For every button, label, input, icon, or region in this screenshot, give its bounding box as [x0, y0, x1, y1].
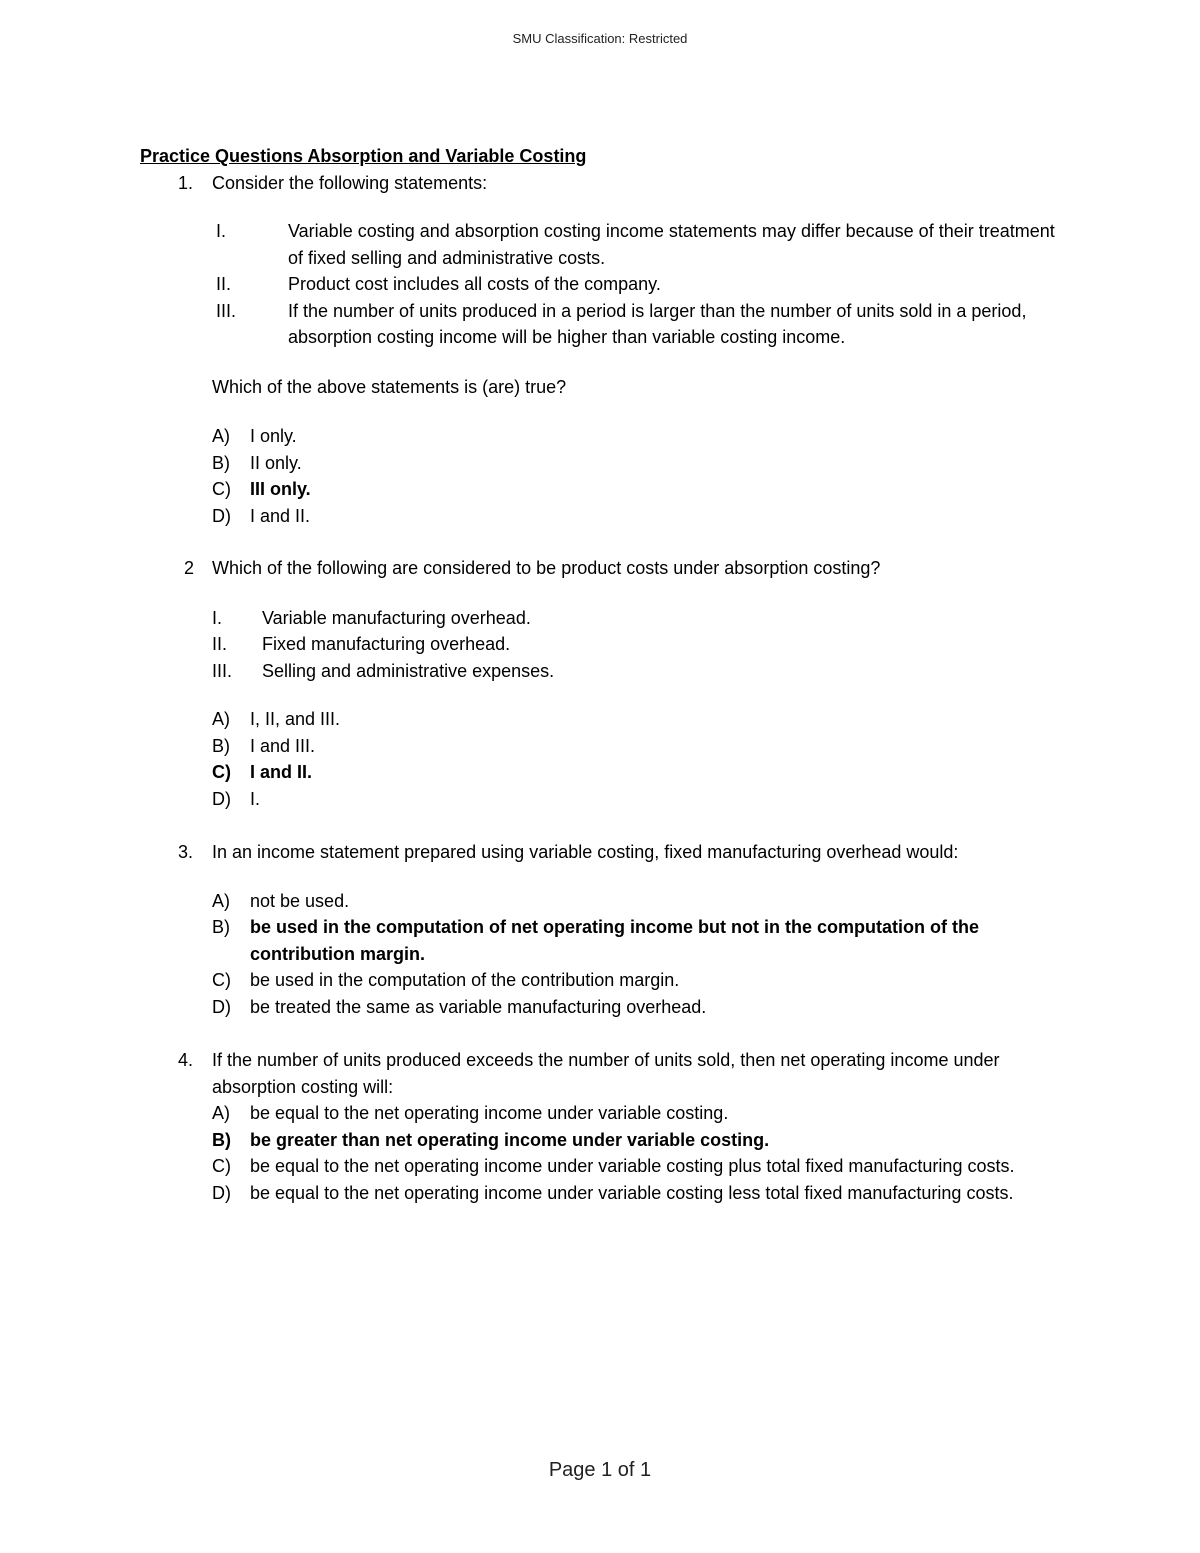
option-label: A)	[212, 426, 230, 446]
statement-label: II.	[216, 274, 232, 294]
option-label: C)	[212, 762, 231, 782]
option-label: B)	[212, 735, 230, 756]
option-text: I only.	[250, 426, 297, 446]
option-a	[140, 888, 1060, 915]
option-b	[140, 733, 1060, 760]
option-b	[140, 914, 1060, 967]
option-d	[140, 1180, 1060, 1207]
statement-label: III.	[212, 660, 233, 681]
option-text: II only.	[250, 452, 302, 473]
option-b	[140, 1127, 1060, 1154]
option-d	[140, 786, 1060, 813]
option-c	[140, 1153, 1060, 1180]
option-text: be used in the computation of the contribution margin.	[250, 970, 680, 990]
option-label: B)	[212, 1129, 231, 1150]
statement-item	[140, 218, 1060, 271]
page-footer: Page 1 of 1	[548, 1459, 652, 1481]
question-2	[140, 555, 1060, 582]
page-title: Practice Questions Absorption and Variable Costing	[140, 146, 587, 166]
option-label: D)	[212, 788, 231, 809]
question-number: 3.	[178, 842, 194, 862]
option-c	[140, 476, 1060, 503]
statement-text: Variable costing and absorption costing income statements may differ because of their treatment of fixed selling and administrative costs.	[288, 221, 1055, 268]
option-c	[140, 759, 1060, 786]
question-prompt: Which of the above statements is (are) true?	[212, 376, 567, 397]
option-label: A)	[212, 1103, 230, 1123]
question-number: 4.	[178, 1050, 194, 1070]
option-text: not be used.	[250, 890, 350, 911]
option-label: C)	[212, 479, 231, 499]
question-3	[140, 839, 1060, 866]
statement-label: I.	[212, 607, 223, 628]
option-label: C)	[212, 970, 231, 990]
statement-text: Product cost includes all costs of the company.	[288, 274, 661, 294]
question-1	[140, 170, 1060, 197]
question-text: Which of the following are considered to be product costs under absorption costing?	[212, 558, 881, 578]
option-a	[140, 1100, 1060, 1127]
option-label: B)	[212, 452, 230, 473]
question-number: 2	[184, 558, 195, 578]
question-4	[140, 1047, 1060, 1100]
option-b	[140, 450, 1060, 477]
statement-item	[140, 271, 1060, 298]
option-label: D)	[212, 505, 231, 526]
statement-item	[140, 298, 1060, 351]
statement-label: II.	[212, 634, 228, 654]
option-d	[140, 994, 1060, 1021]
option-label: D)	[212, 996, 231, 1017]
option-text-answer: be used in the computation of net operating income but not in the computation of the contribution margin.	[250, 917, 979, 964]
option-text-answer: III only.	[250, 479, 311, 499]
option-d	[140, 503, 1060, 530]
option-c	[140, 967, 1060, 994]
option-text: be treated the same as variable manufacturing overhead.	[250, 996, 707, 1017]
statement-item	[140, 658, 1060, 685]
option-label: A)	[212, 890, 230, 911]
option-a	[140, 706, 1060, 733]
statement-text: Fixed manufacturing overhead.	[262, 634, 511, 654]
option-label: C)	[212, 1156, 231, 1176]
document-body	[140, 143, 1060, 1206]
option-text: be equal to the net operating income under variable costing less total fixed manufacturing costs.	[250, 1182, 1014, 1203]
option-text-answer: I and II.	[250, 762, 313, 782]
option-text-answer: be greater than net operating income under variable costing.	[250, 1129, 770, 1150]
option-text: be equal to the net operating income under variable costing.	[250, 1103, 729, 1123]
option-text: I and III.	[250, 735, 316, 756]
option-text: be equal to the net operating income under variable costing plus total fixed manufacturing costs.	[250, 1156, 1015, 1176]
option-label: B)	[212, 917, 230, 937]
statement-label: I.	[216, 221, 227, 241]
option-label: D)	[212, 1182, 231, 1203]
option-text: I and II.	[250, 505, 311, 526]
statement-text: Selling and administrative expenses.	[262, 660, 555, 681]
statement-label: III.	[216, 300, 237, 321]
question-number: 1.	[178, 172, 194, 193]
question-text: Consider the following statements:	[212, 172, 488, 193]
option-label: A)	[212, 709, 230, 729]
question-text: If the number of units produced exceeds the number of units sold, then net operating income under absorption costing will:	[212, 1050, 1000, 1097]
question-text: In an income statement prepared using variable costing, fixed manufacturing overhead would:	[212, 842, 959, 862]
option-text: I.	[250, 788, 261, 809]
statement-text: Variable manufacturing overhead.	[262, 607, 531, 628]
statement-text: If the number of units produced in a period is larger than the number of units sold in a period, absorption costing income will be higher than variable costing income.	[288, 300, 1027, 347]
option-text: I, II, and III.	[250, 709, 341, 729]
statement-item	[140, 631, 1060, 658]
option-a	[140, 423, 1060, 450]
statement-item	[140, 605, 1060, 632]
page-header: SMU Classification: Restricted	[512, 31, 688, 46]
